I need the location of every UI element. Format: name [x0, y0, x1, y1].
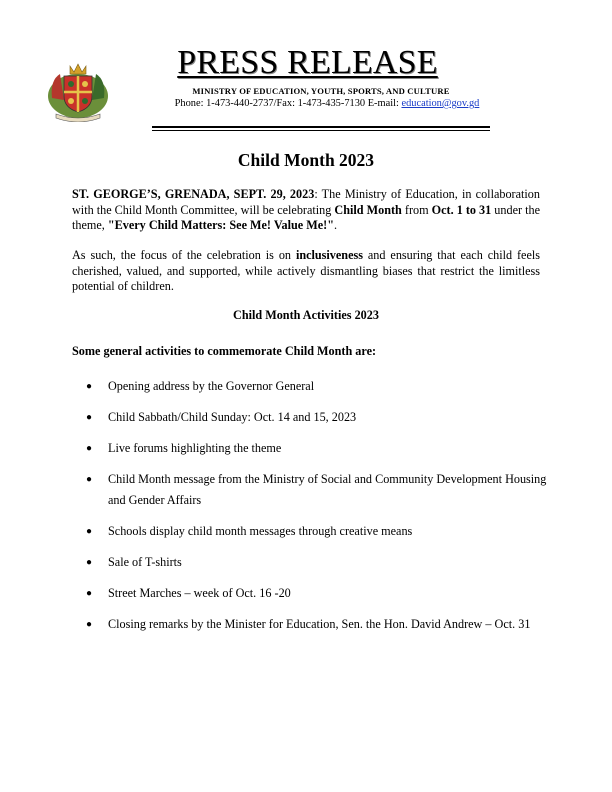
list-item-text: Schools display child month messages through creative means	[108, 524, 413, 538]
paragraph-text: from	[401, 202, 432, 217]
paragraph-intro	[72, 187, 540, 234]
paragraph-focus	[72, 248, 540, 295]
bullet-icon: ●	[86, 588, 93, 599]
paragraph-emphasis: inclusiveness	[295, 248, 363, 262]
release-heading: Child Month 2023	[237, 150, 375, 170]
bullet-icon: ●	[86, 412, 93, 423]
paragraph-text: As such, the focus of the celebration is on	[72, 248, 296, 262]
bullet-icon: ●	[86, 557, 93, 568]
list-item-text: Sale of T-shirts	[108, 555, 182, 569]
contact-phone-fax: Phone: 1-473-440-2737/Fax: 1-473-435-7130 E-mail:	[174, 98, 402, 109]
bullet-icon: ●	[86, 381, 93, 392]
bullet-icon: ●	[86, 474, 93, 485]
header-rule-thick	[152, 126, 490, 128]
bullet-icon: ●	[86, 443, 93, 454]
list-item-text: Child Sabbath/Child Sunday: Oct. 14 and 15, 2023	[108, 410, 357, 424]
paragraph-text: and ensuring that each child feels cherished, valued, and supported, while actively dismantling biases that restrict the limitless potential of children.	[72, 248, 541, 293]
paragraph-text: : The Ministry of Education, in collaboration with the Child Month Committee, will be celebrating	[72, 187, 540, 217]
press-release-title: PRESS RELEASE	[177, 44, 438, 81]
paragraph-emphasis: Child Month	[334, 202, 402, 217]
list-item	[86, 583, 548, 604]
list-item	[86, 552, 548, 573]
list-item	[86, 521, 548, 542]
list-item	[86, 407, 548, 428]
header-rule-thin	[152, 130, 490, 131]
bullet-icon: ●	[86, 526, 93, 537]
list-item-text: Child Month message from the Ministry of Social and Community Development Housing and Gender Affairs	[108, 472, 547, 507]
list-item-text: Street Marches – week of Oct. 16 -20	[108, 586, 291, 600]
list-item-text: Closing remarks by the Minister for Education, Sen. the Hon. David Andrew – Oct. 31	[108, 617, 531, 631]
list-item-text: Live forums highlighting the theme	[108, 441, 282, 455]
bullet-icon: ●	[86, 619, 93, 630]
list-item-text: Opening address by the Governor General	[108, 379, 315, 393]
list-item	[86, 376, 548, 397]
ministry-name: MINISTRY OF EDUCATION, YOUTH, SPORTS, AND CULTURE	[192, 86, 450, 96]
list-item	[86, 438, 548, 459]
list-item	[86, 469, 548, 511]
dateline: ST. GEORGE’S, GRENADA, SEPT. 29, 2023	[72, 187, 315, 201]
coat-of-arms-icon	[46, 60, 110, 122]
paragraph-text: under the theme,	[72, 202, 541, 232]
activities-subheading: Child Month Activities 2023	[233, 308, 379, 322]
paragraph-text: .	[333, 218, 338, 232]
paragraph-emphasis: Oct. 1 to 31	[431, 202, 492, 217]
theme-text: "Every Child Matters: See Me! Value Me!"	[107, 218, 334, 232]
contact-line	[132, 98, 522, 109]
list-item	[86, 614, 548, 635]
activities-intro: Some general activities to commemorate Child Month are:	[72, 344, 377, 358]
email-link[interactable]: education@gov.gd	[401, 98, 480, 109]
